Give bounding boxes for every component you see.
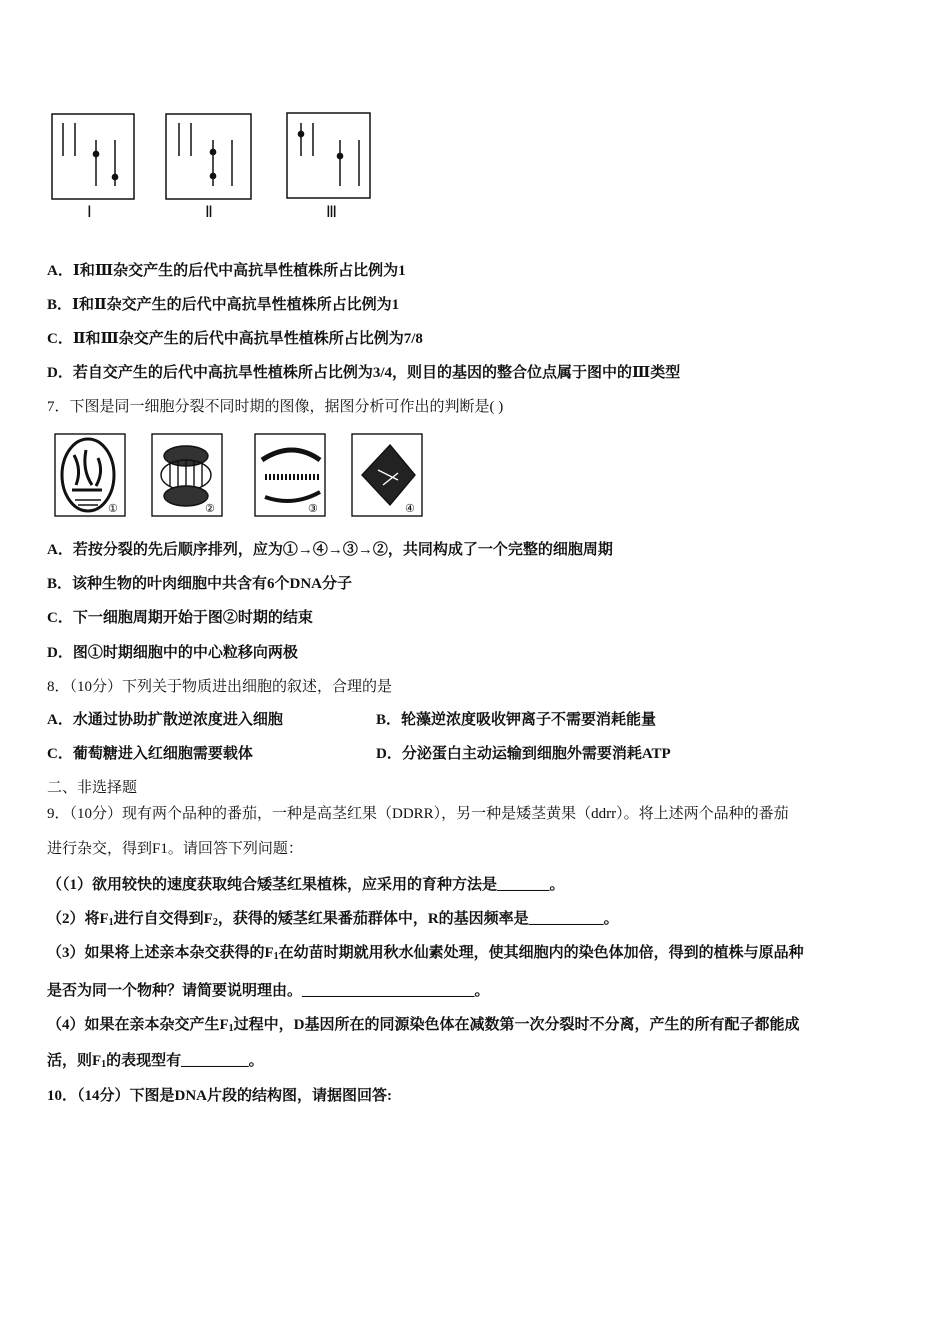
section-heading: 二、非选择题	[47, 780, 138, 796]
q6-option-a: A．Ⅰ和Ⅲ杂交产生的后代中高抗旱性植株所占比例为1	[47, 263, 406, 279]
box-ii	[166, 114, 251, 199]
text: 的表现型有_________。	[106, 1053, 264, 1069]
subscript: 2	[212, 917, 218, 928]
q6-option-b: B．Ⅰ和Ⅱ杂交产生的后代中高抗旱性植株所占比例为1	[47, 297, 400, 313]
q9-part3	[47, 943, 804, 967]
q9-stem-line2: 进行杂交，得到F1。请回答下列问题：	[47, 841, 303, 857]
label-i: Ⅰ	[87, 204, 92, 221]
label-ii: Ⅱ	[205, 204, 213, 221]
cell-label-1: ①	[108, 503, 118, 515]
q9-part1: （（1）欲用较快的速度获取纯合矮茎红果植株，应采用的育种方法是_______。	[47, 877, 565, 893]
q9-part4-cont	[47, 1051, 264, 1075]
q8-option-a: A．水通过协助扩散逆浓度进入细胞	[47, 712, 283, 728]
q8-option-b: B．轮藻逆浓度吸收钾离子不需要消耗能量	[376, 712, 657, 728]
q7-stem: 7．下图是同一细胞分裂不同时期的图像，据图分析可作出的判断是( )	[47, 399, 504, 415]
q10-stem: 10．（14分）下图是DNA片段的结构图，请据图回答:	[47, 1088, 392, 1104]
cell-label-3: ③	[308, 503, 318, 515]
q6-option-c: C．Ⅱ和Ⅲ杂交产生的后代中高抗旱性植株所占比例为7/8	[47, 331, 423, 347]
text: 在幼苗时期就用秋水仙素处理，使其细胞内的染色体加倍，得到的植株与原品种	[278, 945, 804, 961]
cell-label-4: ④	[405, 503, 415, 515]
q9-part2	[47, 909, 619, 933]
text: 过程中，D基因所在的同源染色体在减数第一次分裂时不分离，产生的所有配子都能成	[233, 1017, 800, 1033]
cell-label-2: ②	[205, 503, 215, 515]
text: 活，则F	[47, 1053, 102, 1069]
subscript: 1	[101, 1059, 107, 1070]
text: （3）如果将上述亲本杂交获得的F	[47, 945, 274, 961]
box-iii	[287, 113, 370, 198]
q9-part4	[47, 1015, 800, 1039]
q7-option-b: B．该种生物的叶肉细胞中共含有6个DNA分子	[47, 576, 353, 592]
q7-option-d: D．图①时期细胞中的中心粒移向两极	[47, 645, 298, 661]
chromosome-integration-figure	[48, 110, 378, 200]
q9-part3-cont: 是否为同一个物种？请简要说明理由。_______________________。	[47, 983, 490, 999]
subscript: 1	[108, 917, 114, 928]
q7-option-a: A．若按分裂的先后顺序排列，应为①→④→③→②，共同构成了一个完整的细胞周期	[47, 542, 613, 558]
q8-option-c: C．葡萄糖进入红细胞需要载体	[47, 746, 253, 762]
q9-stem-line1: 9．（10分）现有两个品种的番茄，一种是高茎红果（DDRR），另一种是矮茎黄果（ddrr）。将上述两个品种的番茄	[47, 806, 789, 822]
subscript: 1	[228, 1023, 234, 1034]
q8-stem: 8．（10分）下列关于物质进出细胞的叙述，合理的是	[47, 679, 393, 695]
text: （4）如果在亲本杂交产生F	[47, 1017, 229, 1033]
text: （2）将F	[47, 911, 109, 927]
label-iii: Ⅲ	[326, 204, 338, 221]
box-i	[52, 114, 134, 199]
q7-option-c: C．下一细胞周期开始于图②时期的结束	[47, 610, 313, 626]
cell-division-figure	[50, 430, 430, 522]
text: ，获得的矮茎红果番茄群体中，R的基因频率是__________。	[217, 911, 619, 927]
q8-option-d: D．分泌蛋白主动运输到细胞外需要消耗ATP	[376, 746, 671, 762]
text: 进行自交得到F	[113, 911, 213, 927]
subscript: 1	[273, 951, 279, 962]
q6-option-d: D．若自交产生的后代中高抗旱性植株所占比例为3/4，则目的基因的整合位点属于图中的Ⅲ类型	[47, 365, 681, 381]
